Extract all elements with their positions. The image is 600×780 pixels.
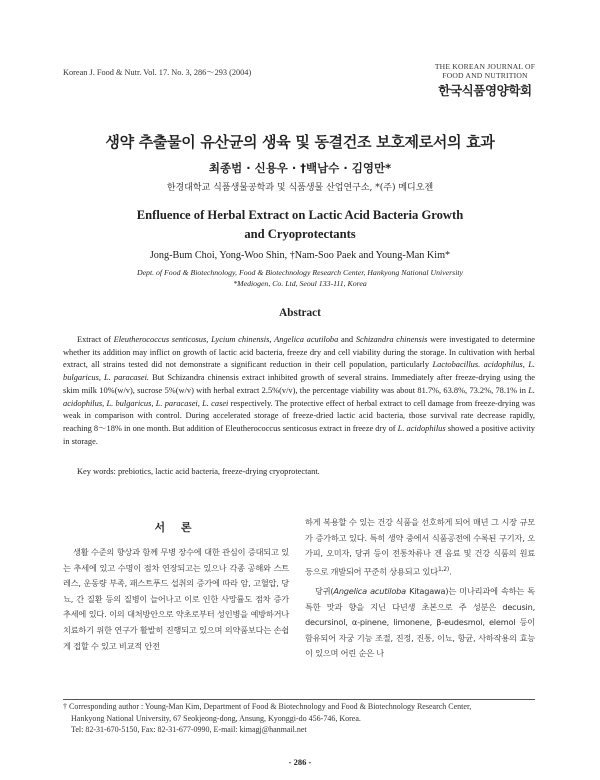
intro-right-column: [305, 515, 535, 662]
footnote-line-2: Hankyong National University, 67 Seokjeong-dong, Ansung, Kyonggi-do 456-746, Korea.: [71, 713, 361, 723]
corresponding-author-footnote: [63, 701, 535, 736]
intro-paragraph-1: 하게 복용할 수 있는 건강 식품을 선호하게 되어 매년 그 시장 규모가 증가하고 있다. 특히 생약 중에서 식품공전에 수록된 구기자, 오가피, 오미자, 당귀 등이 전통차류나 겐 음료 및 건강 식품의 원료 등으로 개발되어 꾸준히 상용되고 있다$^{1,2)}$.: [305, 517, 535, 577]
title-english-line-2: and Cryoprotectants: [244, 227, 356, 241]
footnote-line-1: † Corresponding author : Young-Man Kim, Department of Food & Biotechnology and Food & Biotechnology Research Center,: [63, 702, 472, 711]
intro-paragraph-2: 당귀(Angelica acutiloba Kitagawa)는 미나리과에 속하는 독특한 맛과 향을 지닌 다년생 초본으로 주 성분은 decusin, decursinol, α-pinene, limonene, β-eudesmol, elemol 등이 함유되어 자궁 기능 조절, 진정, 진통, 이뇨, 항균, 사하작용의 효능이 있으며 어린 순은 나: [305, 586, 535, 659]
section-heading-introduction: 서 론: [154, 521, 198, 534]
keywords: Key words: prebiotics, lactic acid bacteria, freeze-drying cryoprotectant.: [77, 467, 320, 476]
journal-name-en-2: FOOD AND NUTRITION: [442, 71, 528, 80]
affiliation-english-line-1: Dept. of Food & Biotechnology, Food & Biotechnology Research Center, Hankyong National University: [136, 268, 464, 277]
affiliation-english: [0, 267, 600, 289]
affiliation-korean: 한경대학교 식품생물공학과 및 식품생물 산업연구소, *(주) 메디오젠: [166, 183, 434, 193]
intro-left-column: 생활 수준의 향상과 함께 무병 장수에 대한 관심이 증대되고 있는 추세에 있고 수명이 점차 연장되고는 있으나 각종 공해와 스트레스, 운동량 부족, 패스트푸드 섭취의 증가에 따라 암, 고혈압, 당뇨, 간 질환 등의 질병이 늘어나고 이로 인한 사망률도 점차 증가 추세에 있다. 이의 대처방안으로 약초로부터 성인병을 예방하거나 치료하기 위한 연구가 활발히 진행되고 있으며 의약품보다는 손쉽게 접할 수 있고 비교적 안전: [63, 547, 289, 651]
abstract-heading: Abstract: [279, 307, 321, 319]
footnote-line-3: Tel: 82-31-670-5150, Fax: 82-31-677-0990, E-mail: kimagj@hanmail.net: [71, 725, 307, 735]
authors-english: Jong-Bum Choi, Yong-Woo Shin, †Nam-Soo Paek and Young-Man Kim*: [149, 250, 451, 261]
page-number: - 286 -: [288, 757, 312, 767]
journal-logo: [425, 62, 545, 99]
citation-header: Korean J. Food & Nutr. Vol. 17. No. 3, 286～293 (2004): [63, 68, 252, 77]
authors-korean: 최종범 · 신용우 · †백남수 · 김영만*: [208, 161, 392, 175]
abstract-body: Extract of Eleutherococcus senticosus, Lycium chinensis, Angelica acutiloba and Schizandra chinensis were investigated to determine whether its addition may inflict on growth of lactic acid bacteria, freeze dry and cell viability during the storage. In cultivation with herbal extract, all strains tested did not demonstrate a significant reduction in their cell population, particularly Lactobacillus. acidophilus, L. bulgaricus, L. paracasei. But Schizandra chinensis extract inhibited growth of several strains. Immediately after freeze-drying using the skim milk 10%(w/v), sucrose 5%(w/v) with herbal extract 2.5%(v/v), the percentage viability was about 81.7%, 63.8%, 73.2%, 78.1% in L. acidophilus, L. bulgaricus, L. paracasei, L. casei respectively. The protective effect of herbal extract to cell damage from freeze-drying was weak in comparison with control. During accelerated storage of freeze-dried lactic acid bacteria, those survival rate decrease rapidly, reaching 8～18% in one month. But addition of Eleutherococcus senticosus extract in freeze dry of L. acidophilus showed a positive activity in storage.: [63, 335, 536, 446]
footnote-divider: [63, 699, 535, 700]
journal-name-kr: 한국식품영양학회: [438, 83, 532, 98]
title-english-line-1: Enfluence of Herbal Extract on Lactic Acid Bacteria Growth: [136, 208, 464, 222]
reference-marker: 1,2): [437, 565, 450, 573]
title-english: [0, 206, 600, 244]
journal-name-en-1: THE KOREAN JOURNAL OF: [434, 62, 536, 71]
title-korean: 생약 추출물이 유산균의 생육 및 동결건조 보호제로서의 효과: [105, 133, 495, 151]
affiliation-english-line-2: *Mediogen, Co. Ltd, Seoul 133-111, Korea: [233, 279, 367, 288]
